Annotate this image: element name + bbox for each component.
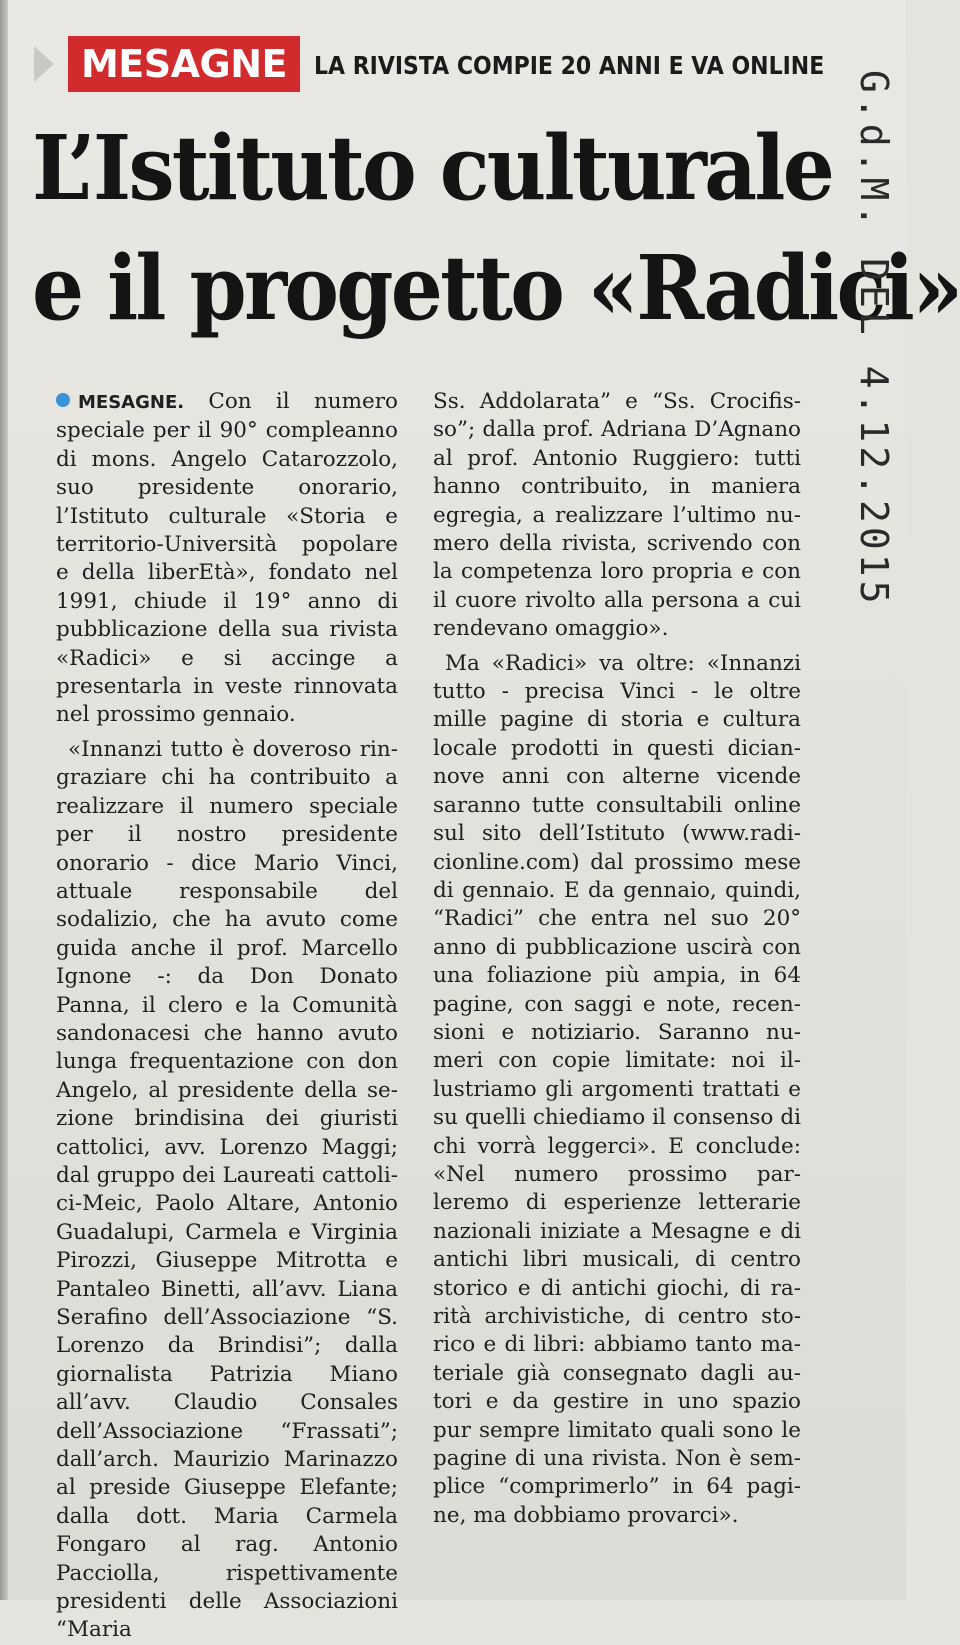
kicker-location-label: MESAGNE xyxy=(68,36,300,92)
bullet-dot-icon xyxy=(56,393,70,407)
kicker-subheadline: LA RIVISTA COMPIE 20 ANNI E VA ONLINE xyxy=(314,51,825,80)
article-column-right xyxy=(433,388,801,1530)
dateline: MESAGNE. xyxy=(78,392,185,413)
article-column-left xyxy=(56,388,398,1645)
kicker-arrow-icon xyxy=(34,46,54,82)
handwritten-date-note: G.d.M. DEL 4.12.2015 xyxy=(852,70,896,608)
page-edge-shadow xyxy=(0,0,8,1600)
headline xyxy=(32,108,960,348)
article-paragraph: «Innanzi tutto è doveroso ringraziare chi ha contribuito a realizzare il numero speciale per il nostro presidente onorario - dice Mario Vinci, attuale responsabile del sodalizio, che ha avuto come guida anche il prof. Marcello Ignone -: da Don Donato Panna, il clero e la Comunità sandonacesi che hanno avuto lunga frequentazione con don Angelo, al presidente della sezione brindisina dei giuristi cattolici, avv. Lorenzo Maggi; dal gruppo dei Laureati cattolici-Meic, Paolo Altare, Antonio Guadalupi, Carmela e Virginia Pirozzi, Giuseppe Mitrotta e Pantaleo Binetti, all’avv. Liana Serafino dell’Associazione “S. Lorenzo da Brindisi”; dalla giornalista Patrizia Miano all’avv. Claudio Consales dell’Associazione “Frassati”; dall’arch. Maurizio Marinazzo al preside Giuseppe Elefante; dalla dott. Maria Carmela Fongaro al rag. Antonio Pacciolla, rispettivamente presidenti delle Associazioni “Maria xyxy=(56,736,398,1643)
article-paragraph xyxy=(56,388,398,730)
article-paragraph: Ma «Radici» va oltre: «Innanzi tutto - precisa Vinci - le oltre mille pagine di storia e cultura locale prodotti in questi diciannove anni con alterne vicende saranno tutte consultabili online sul sito dell’Istituto (www.radicionline.com) dal prossimo mese di gennaio. E da gennaio, quindi, “Radici” che entra nel suo 20° anno di pubblicazione uscirà con una foliazione più ampia, in 64 pagine, con saggi e note, recensioni e notiziario. Saranno numeri con copie limitate: noi illustriamo gli argomenti trattati e su quelli chiediamo il consenso di chi vorrà leggerci». E conclude: «Nel numero prossimo parleremo di esperienze letterarie nazionali iniziate a Mesagne e di antichi libri musicali, di centro storico e di antichi giochi, di rarità archivistiche, di centro storico e di libri: abbiamo tanto materiale già consegnato dagli autori e da gestire in uno spazio pur sempre limitato quali sono le pagine di una rivista. Non è semplice “comprimerlo” in 64 pagine, ma dobbiamo provarci». xyxy=(433,650,801,1528)
article-paragraph: Ss. Addolarata” e “Ss. Crocifisso”; dalla prof. Adriana D’Agnano al prof. Antonio Ruggiero: tutti hanno contribuito, in maniera egregia, a realizzare l’ultimo numero della rivista, scrivendo con la competenza loro propria e con il cuore rivolto alla persona a cui rendevano omaggio». xyxy=(433,389,801,642)
headline-line-2: e il progetto «Radici» xyxy=(32,235,960,340)
headline-line-1: L’Istituto culturale xyxy=(32,115,833,220)
paragraph-text: Con il numero speciale per il 90° compleanno di mons. Angelo Catarozzolo, suo presidente onorario, l’Istituto culturale «Storia e territorio-Università popolare e della liberEtà», fondato nel 1991, chiude il 19° anno di pubblicazione della sua rivista «Radici» e si accinge a presentarla in veste rinnovata nel prossimo gennaio. xyxy=(56,389,398,728)
